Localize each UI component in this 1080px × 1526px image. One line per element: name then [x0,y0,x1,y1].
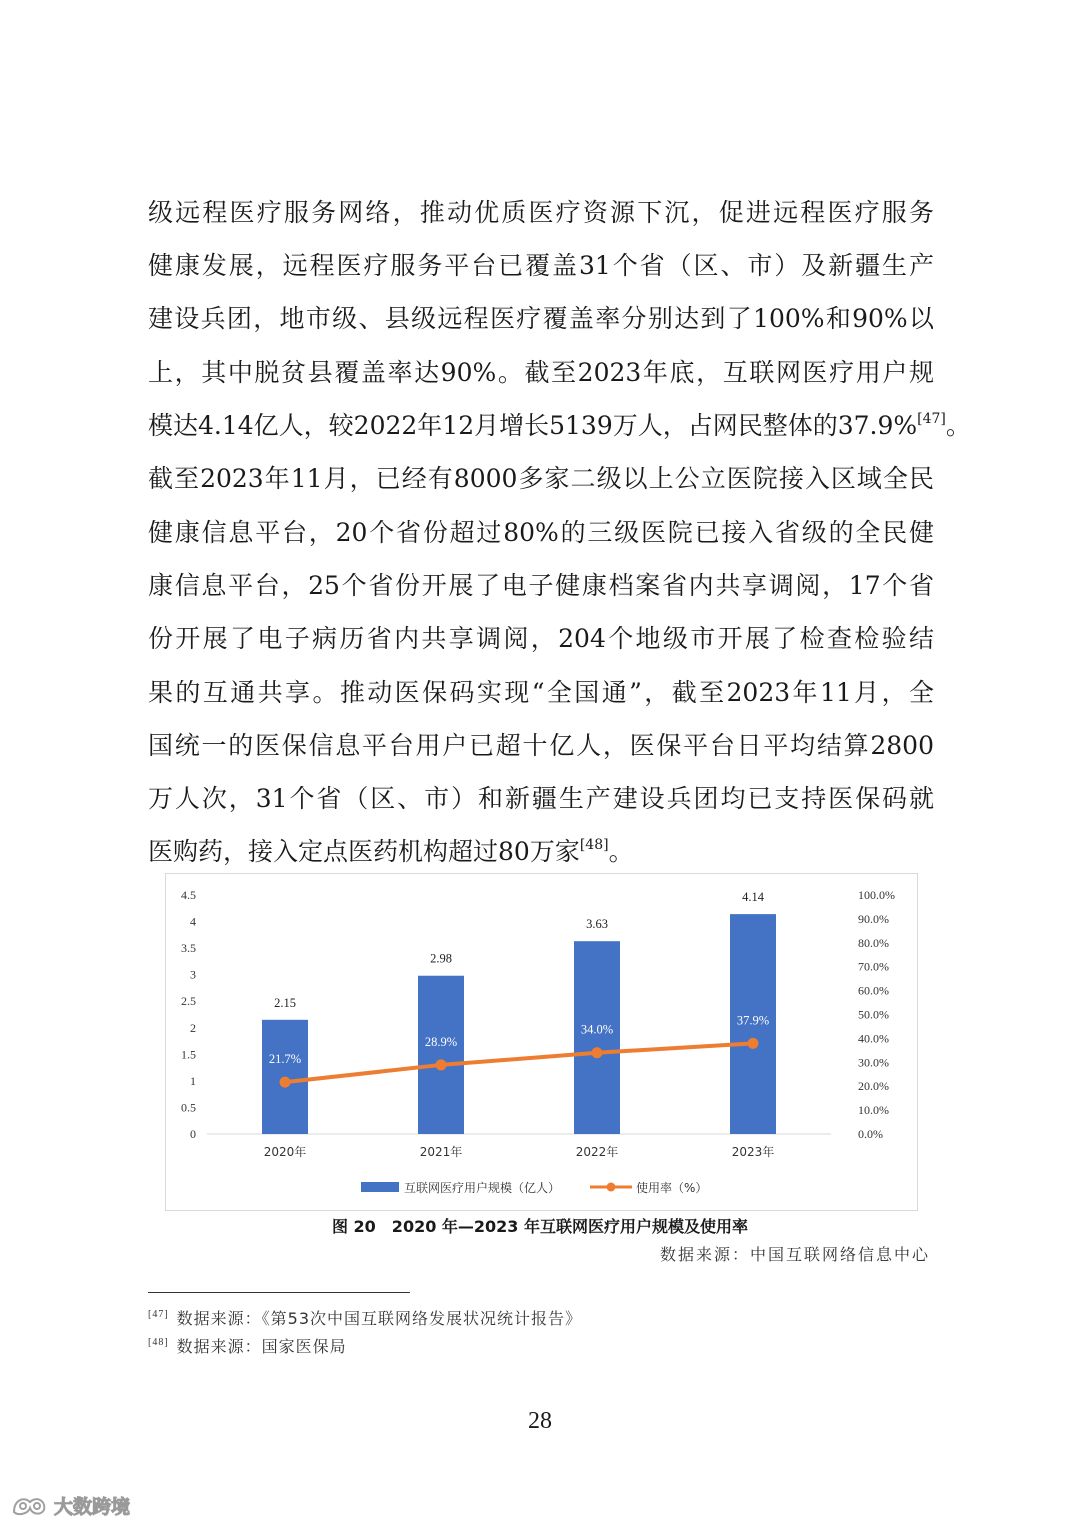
y-left-tick-label: 4.5 [181,888,196,902]
body-line-9: 份开展了电子病历省内共享调阅，204个地级市开展了检查检验结 [148,624,934,653]
y-left-tick-label: 3.5 [181,941,196,956]
reference-47: [47] [917,411,946,427]
figure-source: 数据来源：中国互联网络信息中心 [659,1245,930,1264]
legend-bar-label: 互联网医疗用户规模（亿人） [404,1181,561,1195]
body-line-1: 级远程医疗服务网络，推动优质医疗资源下沉，促进远程医疗服务 [148,198,934,227]
y-left-tick-label: 1.5 [181,1047,196,1062]
y-right-tick-label: 10.0% [858,1103,889,1118]
body-line-5-tail: 。 [945,411,971,440]
watermark-logo-icon [10,1492,50,1518]
rate-line [285,1043,753,1082]
y-right-tick-label: 80.0% [858,935,889,950]
bar-value-label: 4.14 [742,890,764,905]
y-left-tick-label: 0 [190,1127,196,1141]
y-left-tick-label: 1 [190,1073,196,1088]
rate-value-label: 37.9% [736,1013,770,1028]
footnote-47 [148,1306,582,1329]
rate-point [280,1077,291,1088]
x-tick-label: 2023年 [731,1145,775,1159]
rate-value-label: 28.9% [424,1034,458,1049]
footnote-text: 数据来源：国家医保局 [176,1337,347,1356]
y-right-tick-label: 0.0% [858,1127,883,1141]
y-right-tick-label: 20.0% [858,1079,889,1094]
rate-point [748,1038,759,1049]
body-line-6: 截至2023年11月，已经有8000多家二级以上公立医院接入区域全民 [148,464,934,493]
body-line-13-text: 医购药，接入定点医药机构超过80万家 [148,837,580,866]
y-right-tick-label: 90.0% [858,911,889,926]
body-line-5-text: 模达4.14亿人，较2022年12月增长5139万人，占网民整体的37.9% [148,411,918,440]
rate-point [436,1059,447,1070]
rate-value-label: 34.0% [580,1022,614,1037]
rate-point [592,1047,603,1058]
footnote-mark: [48] [148,1337,169,1348]
body-line-4: 上，其中脱贫县覆盖率达90%。截至2023年底，互联网医疗用户规 [148,358,934,387]
y-right-tick-label: 70.0% [858,959,889,974]
body-line-13-tail: 。 [608,837,634,866]
body-line-8: 康信息平台，25个省份开展了电子健康档案省内共享调阅，17个省 [148,571,934,600]
reference-48: [48] [579,837,609,853]
body-line-13 [148,835,934,869]
x-tick-label: 2021年 [419,1145,463,1159]
bar [574,941,620,1134]
x-tick-label: 2022年 [575,1145,619,1159]
bar-value-label: 3.63 [586,917,608,932]
footnote-divider [148,1292,410,1293]
y-right-tick-label: 40.0% [858,1031,889,1046]
footnote-text: 数据来源：《第53次中国互联网络发展状况统计报告》 [176,1309,583,1328]
bar-value-label: 2.15 [274,995,296,1010]
y-left-tick-label: 4 [190,914,196,929]
y-left-tick-label: 3 [190,967,196,982]
body-line-10: 果的互通共享。推动医保码实现“全国通”，截至2023年11月，全 [148,678,934,707]
body-line-7: 健康信息平台，20个省份超过80%的三级医院已接入省级的全民健 [148,518,934,547]
body-line-2: 健康发展，远程医疗服务平台已覆盖31个省（区、市）及新疆生产 [148,251,934,280]
bar-value-label: 2.98 [430,951,452,966]
rate-value-label: 21.7% [268,1052,302,1067]
legend-line-marker [607,1183,616,1192]
y-right-tick-label: 60.0% [858,983,889,998]
legend-line-label: 使用率（%） [636,1181,708,1195]
body-line-11: 国统一的医保信息平台用户已超十亿人，医保平台日平均结算2800 [148,731,934,760]
figure-caption: 图 20 2020 年—2023 年互联网医疗用户规模及使用率 [331,1217,749,1236]
combo-chart [166,874,917,1210]
watermark [10,1491,130,1519]
bar [418,976,464,1134]
footnote-48 [148,1334,347,1357]
x-tick-label: 2020年 [263,1145,307,1159]
legend-bar-swatch [361,1182,399,1192]
body-line-12: 万人次，31个省（区、市）和新疆生产建设兵团均已支持医保码就 [148,784,934,813]
footnote-mark: [47] [148,1309,169,1320]
body-line-3: 建设兵团，地市级、县级远程医疗覆盖率分别达到了100%和90%以 [148,304,934,333]
y-right-tick-label: 50.0% [858,1007,889,1022]
y-right-tick-label: 100.0% [858,888,895,902]
watermark-text: 大数跨境 [54,1495,131,1518]
body-line-5 [148,409,971,443]
y-left-tick-label: 2.5 [181,994,196,1009]
y-right-tick-label: 30.0% [858,1055,889,1070]
y-left-tick-label: 2 [190,1020,196,1035]
y-left-tick-label: 0.5 [181,1100,196,1115]
page-number: 28 [528,1408,552,1434]
chart-container [165,873,918,1211]
